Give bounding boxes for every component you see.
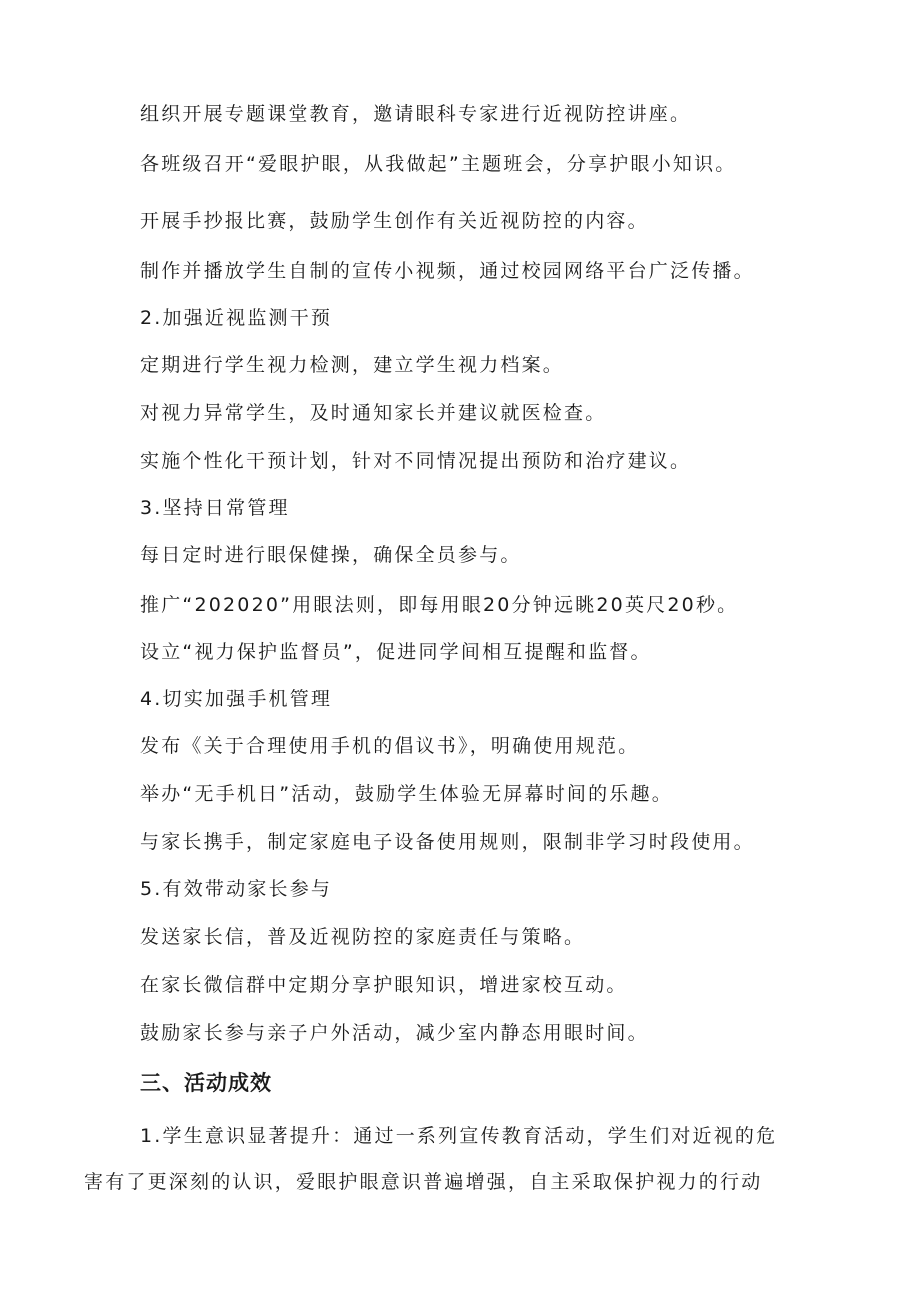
paragraph-line: 定期进行学生视力检测，建立学生视力档案。 xyxy=(140,354,565,376)
paragraph-line: 设立“视力保护监督员”，促进同学间相互提醒和监督。 xyxy=(140,641,652,663)
paragraph-line: 举办“无手机日”活动，鼓励学生体验无屏幕时间的乐趣。 xyxy=(140,783,673,805)
paragraph-line: 发布《关于合理使用手机的倡议书》，明确使用规范。 xyxy=(140,735,640,757)
paragraph-line: 制作并播放学生自制的宣传小视频，通过校园网络平台广泛传播。 xyxy=(140,260,755,282)
paragraph-line: 实施个性化干预计划，针对不同情况提出预防和治疗建议。 xyxy=(140,450,692,472)
subheading: 4.切实加强手机管理 xyxy=(140,688,333,710)
paragraph-line: 在家长微信群中定期分享护眼知识，增进家校互动。 xyxy=(140,974,628,996)
paragraph-line: 每日定时进行眼保健操，确保全员参与。 xyxy=(140,544,522,566)
subheading: 3.坚持日常管理 xyxy=(140,497,290,519)
subheading: 5.有效带动家长参与 xyxy=(140,878,333,900)
paragraph-line: 各班级召开“爱眼护眼，从我做起”主题班会，分享护眼小知识。 xyxy=(140,153,737,175)
paragraph-line: 1.学生意识显著提升：通过一系列宣传教育活动，学生们对近视的危 xyxy=(140,1125,778,1147)
paragraph-line: 与家长携手，制定家庭电子设备使用规则，限制非学习时段使用。 xyxy=(140,831,755,853)
section-title: 三、活动成效 xyxy=(140,1071,272,1095)
paragraph-line: 组织开展专题课堂教育，邀请眼科专家进行近视防控讲座。 xyxy=(140,103,692,125)
paragraph-line: 鼓励家长参与亲子户外活动，减少室内静态用眼时间。 xyxy=(140,1022,649,1044)
paragraph-line: 开展手抄报比赛，鼓励学生创作有关近视防控的内容。 xyxy=(140,210,649,232)
paragraph-line: 对视力异常学生，及时通知家长并建议就医检查。 xyxy=(140,402,607,424)
paragraph-line: 推广“202020”用眼法则，即每用眼20分钟远眺20英尺20秒。 xyxy=(140,594,739,616)
paragraph-line: 害有了更深刻的认识，爱眼护眼意识普遍增强，自主采取保护视力的行动 xyxy=(84,1171,763,1193)
subheading: 2.加强近视监测干预 xyxy=(140,307,333,329)
paragraph-line: 发送家长信，普及近视防控的家庭责任与策略。 xyxy=(140,926,586,948)
